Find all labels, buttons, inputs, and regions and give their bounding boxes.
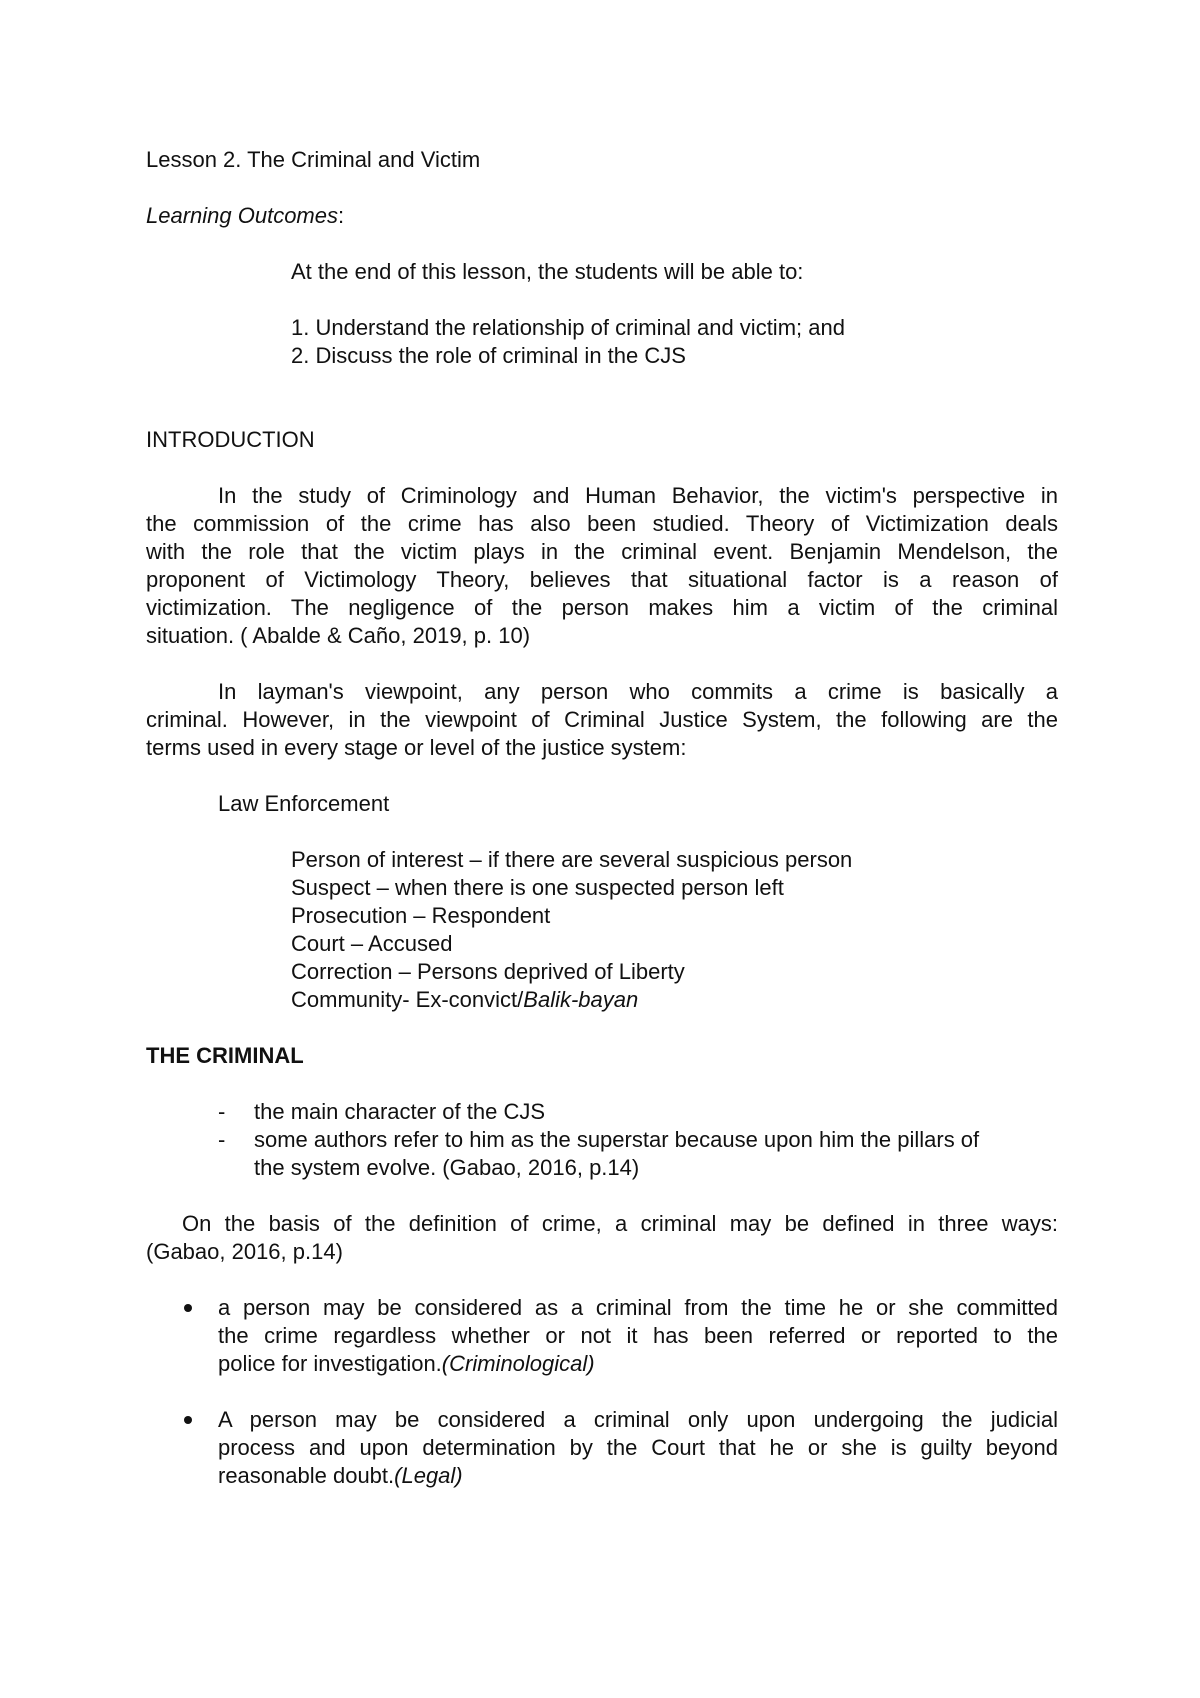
criminal-definition-paragraph	[146, 1210, 1058, 1266]
paragraph-line: criminal. However, in the viewpoint of Criminal Justice System, the following are the	[146, 707, 1058, 732]
bullet-dot	[184, 1304, 192, 1312]
introduction-paragraph-1	[146, 482, 1058, 650]
learning-outcomes-intro: At the end of this lesson, the students will be able to:	[291, 259, 804, 284]
bullet-line: a person may be considered as a criminal from the time he or she committed	[218, 1295, 1058, 1320]
bullet-italic-suffix: (Legal)	[394, 1463, 463, 1488]
bullet-line-text: reasonable doubt.	[218, 1463, 395, 1488]
bullet-line-text: police for investigation.	[218, 1351, 442, 1376]
introduction-heading: INTRODUCTION	[146, 427, 315, 452]
learning-outcomes-label-text: Learning Outcomes	[146, 203, 338, 228]
learning-outcome-item: 1. Understand the relationship of criminal and victim; and	[291, 315, 845, 340]
paragraph-line: (Gabao, 2016, p.14)	[146, 1239, 343, 1264]
cjs-term-item: Person of interest – if there are several suspicious person	[291, 847, 853, 872]
bullet-italic-suffix: (Criminological)	[441, 1351, 595, 1376]
paragraph-line: In the study of Criminology and Human Behavior, the victim's perspective in	[218, 483, 1058, 508]
cjs-term-item: Court – Accused	[291, 931, 453, 956]
bullet-dot	[184, 1416, 192, 1424]
dash-item-line: the main character of the CJS	[254, 1099, 546, 1124]
bullet-list-item	[180, 1294, 1058, 1378]
introduction-paragraph-2	[146, 678, 1058, 762]
learning-outcome-item: 2. Discuss the role of criminal in the CJS	[291, 343, 686, 368]
bullet-last-line	[218, 1350, 1058, 1378]
law-enforcement-label: Law Enforcement	[218, 791, 390, 816]
cjs-term-item: Suspect – when there is one suspected person left	[291, 875, 784, 900]
dash-marker: -	[218, 1099, 226, 1124]
paragraph-line: proponent of Victimology Theory, believes that situational factor is a reason of	[146, 567, 1058, 592]
lesson-title: Lesson 2. The Criminal and Victim	[146, 147, 481, 172]
bullet-last-line	[218, 1462, 1058, 1490]
learning-outcomes-colon: :	[338, 203, 345, 228]
dash-marker: -	[218, 1127, 226, 1152]
dash-list-item	[218, 1098, 1058, 1126]
bullet-line: the crime regardless whether or not it has been referred or reported to the	[218, 1323, 1058, 1348]
bullet-list-item	[180, 1406, 1058, 1490]
cjs-term-item: Correction – Persons deprived of Liberty	[291, 959, 685, 984]
paragraph-line: terms used in every stage or level of the justice system:	[146, 735, 687, 760]
paragraph-line: On the basis of the definition of crime, a criminal may be defined in three ways:	[182, 1211, 1058, 1236]
cjs-term-community	[291, 986, 638, 1014]
dash-item-line: the system evolve. (Gabao, 2016, p.14)	[254, 1155, 640, 1180]
community-prefix: Community- Ex-convict/	[291, 987, 524, 1012]
dash-item-line: some authors refer to him as the superstar because upon him the pillars of	[254, 1127, 980, 1152]
bullet-line: A person may be considered a criminal only upon undergoing the judicial	[218, 1407, 1058, 1432]
cjs-term-item: Prosecution – Respondent	[291, 903, 551, 928]
bullet-line: process and upon determination by the Court that he or she is guilty beyond	[218, 1435, 1058, 1460]
the-criminal-heading: THE CRIMINAL	[146, 1043, 304, 1068]
community-italic: Balik-bayan	[523, 987, 639, 1012]
paragraph-line: with the role that the victim plays in the criminal event. Benjamin Mendelson, the	[146, 539, 1058, 564]
paragraph-line: the commission of the crime has also been studied. Theory of Victimization deals	[146, 511, 1058, 536]
paragraph-line: situation. ( Abalde & Caño, 2019, p. 10)	[146, 623, 531, 648]
learning-outcomes-label	[146, 202, 344, 230]
paragraph-line: victimization. The negligence of the person makes him a victim of the criminal	[146, 595, 1058, 620]
dash-list-item	[218, 1126, 1058, 1182]
paragraph-line: In layman's viewpoint, any person who commits a crime is basically a	[218, 679, 1058, 704]
